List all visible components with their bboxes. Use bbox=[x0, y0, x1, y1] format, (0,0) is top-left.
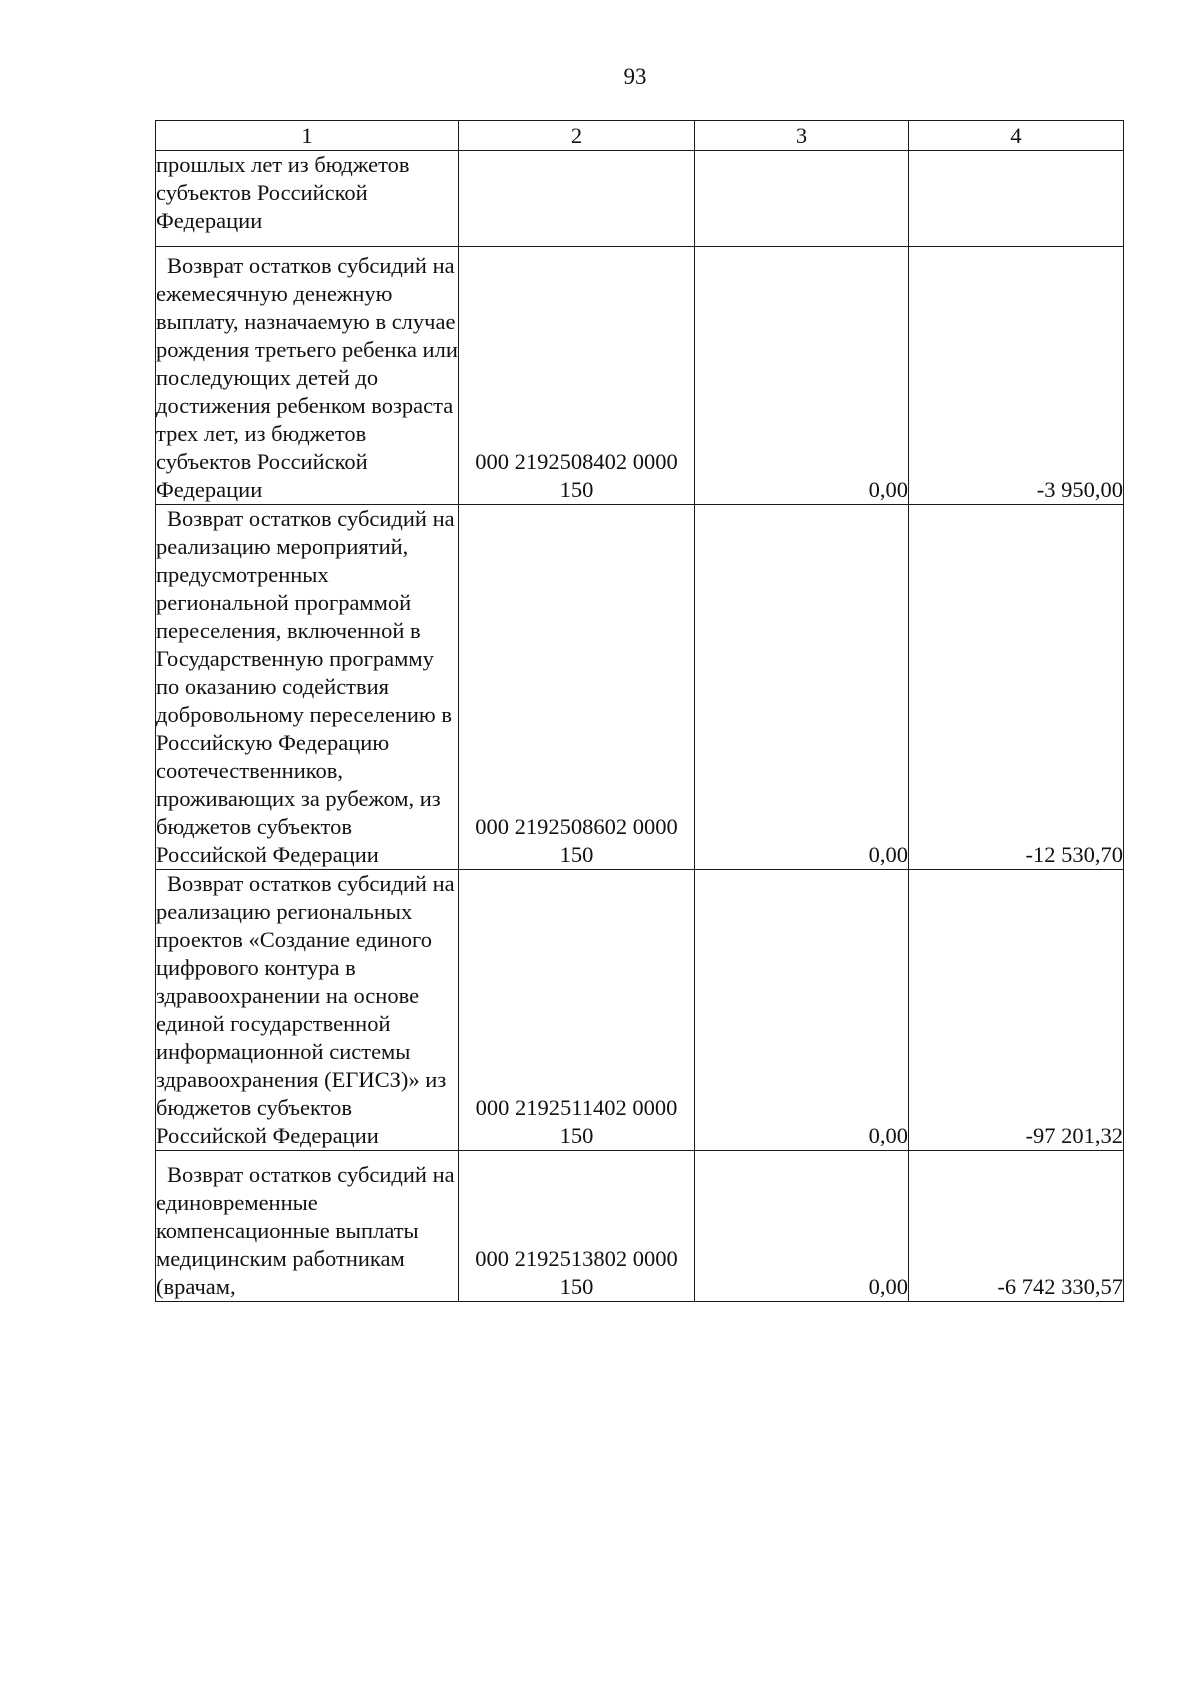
row-name-cell bbox=[156, 247, 459, 505]
row-name-cell bbox=[156, 1151, 459, 1302]
row-name-cell bbox=[156, 870, 459, 1151]
row-col4-cell bbox=[909, 151, 1124, 247]
row-col4-cell: -12 530,70 bbox=[909, 505, 1124, 870]
row-name: прошлых лет из бюджетов субъектов Российской Федерации bbox=[156, 152, 410, 233]
row-col4-cell: -6 742 330,57 bbox=[909, 1151, 1124, 1302]
column-header-4: 4 bbox=[909, 121, 1124, 151]
row-col3-cell: 0,00 bbox=[695, 505, 909, 870]
row-code-cell: 000 2192513802 0000 150 bbox=[459, 1151, 695, 1302]
row-code-cell: 000 2192511402 0000 150 bbox=[459, 870, 695, 1151]
table-row bbox=[156, 1151, 1124, 1302]
row-col3-cell: 0,00 bbox=[695, 247, 909, 505]
column-header-2: 2 bbox=[459, 121, 695, 151]
row-name: Возврат остатков субсидий на реализацию региональных проектов «Создание единого цифрового контура в здравоохранении на основе единой государственной информационной системы здравоохранения (ЕГИСЗ)» из бюджетов субъектов Российской Федерации bbox=[156, 871, 455, 1148]
row-col3-cell bbox=[695, 151, 909, 247]
row-code-cell: 000 2192508602 0000 150 bbox=[459, 505, 695, 870]
row-col4-cell: -97 201,32 bbox=[909, 870, 1124, 1151]
table-header-row bbox=[156, 121, 1124, 151]
row-code-cell bbox=[459, 151, 695, 247]
table-row bbox=[156, 505, 1124, 870]
row-name-cell bbox=[156, 505, 459, 870]
table-row bbox=[156, 151, 1124, 247]
row-name-cell bbox=[156, 151, 459, 247]
column-header-1: 1 bbox=[156, 121, 459, 151]
budget-return-table bbox=[155, 120, 1124, 1302]
row-name: Возврат остатков субсидий на единовременные компенсационные выплаты медицинским работникам (врачам, bbox=[156, 1162, 455, 1299]
table-row bbox=[156, 247, 1124, 505]
table-row bbox=[156, 870, 1124, 1151]
row-col4-cell: -3 950,00 bbox=[909, 247, 1124, 505]
page-number: 93 bbox=[623, 64, 647, 89]
column-header-3: 3 bbox=[695, 121, 909, 151]
row-name: Возврат остатков субсидий на реализацию мероприятий, предусмотренных региональной программой переселения, включенной в Государственную программу по оказанию содействия добровольному переселению в Российскую Федерацию соотечественников, проживающих за рубежом, из бюджетов субъектов Российской Федерации bbox=[156, 506, 455, 867]
row-col3-cell: 0,00 bbox=[695, 870, 909, 1151]
row-name: Возврат остатков субсидий на ежемесячную денежную выплату, назначаемую в случае рождения третьего ребенка или последующих детей до достижения ребенком возраста трех лет, из бюджетов субъектов Российской Федерации bbox=[156, 253, 458, 502]
row-col3-cell: 0,00 bbox=[695, 1151, 909, 1302]
row-code-cell: 000 2192508402 0000 150 bbox=[459, 247, 695, 505]
